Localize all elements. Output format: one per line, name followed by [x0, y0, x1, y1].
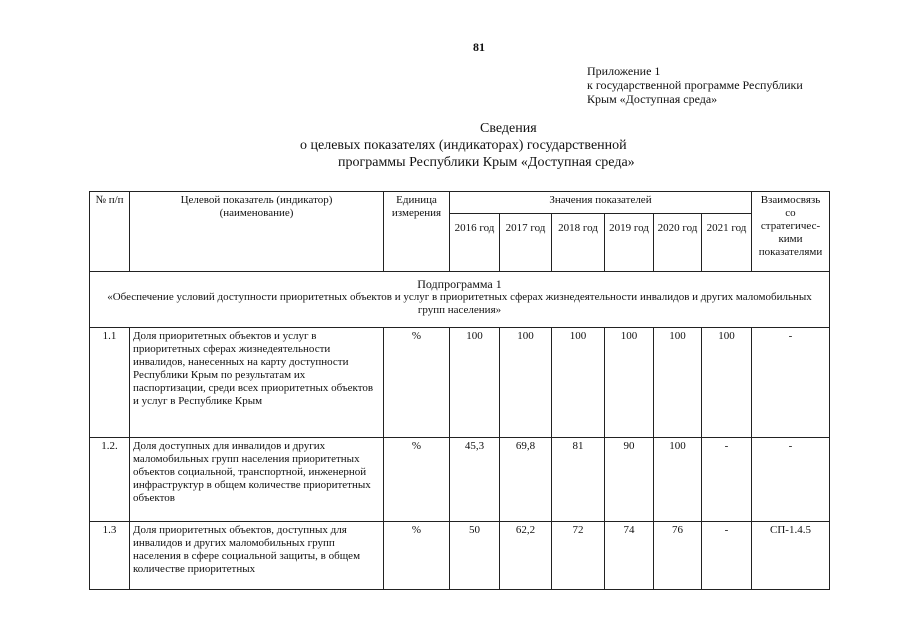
header-link: Взаимосвязь со стратегичес-кими показателями: [752, 192, 830, 272]
table-row: [90, 328, 830, 438]
row-value: 100: [552, 328, 605, 438]
header-year: 2020 год: [654, 214, 702, 272]
header-indicator: Целевой показатель (индикатор) (наименование): [130, 192, 384, 272]
row-value: 100: [702, 328, 752, 438]
row-value: 62,2: [500, 522, 552, 590]
appendix-note: [587, 64, 803, 106]
row-value: 100: [605, 328, 654, 438]
document-title: [300, 120, 670, 171]
title-line-2: о целевых показателях (индикаторах) государственной: [300, 138, 627, 153]
row-link: -: [752, 438, 830, 522]
header-row: [90, 192, 830, 214]
header-year: 2018 год: [552, 214, 605, 272]
row-value: 100: [500, 328, 552, 438]
row-indicator: Доля приоритетных объектов и услуг в приоритетных сферах жизнедеятельности инвалидов, нанесенных на карту доступности Республики Крым по результатам их паспортизации, среди всех приоритетных объектов и услуг в Республике Крым: [130, 328, 384, 438]
header-year: 2017 год: [500, 214, 552, 272]
row-value: 74: [605, 522, 654, 590]
row-num: 1.3: [90, 522, 130, 590]
header-year: 2021 год: [702, 214, 752, 272]
row-unit: %: [384, 522, 450, 590]
row-value: 81: [552, 438, 605, 522]
subprogram-row: [90, 272, 830, 328]
row-value: 90: [605, 438, 654, 522]
title-line-3: программы Республики Крым «Доступная среда»: [338, 155, 635, 170]
row-indicator: Доля приоритетных объектов, доступных для инвалидов и других маломобильных групп населения в сфере социальной защиты, в общем количестве приоритетных: [130, 522, 384, 590]
title-line-1: Сведения: [480, 121, 537, 136]
row-value: -: [702, 522, 752, 590]
indicators-table: [89, 191, 830, 590]
row-link: -: [752, 328, 830, 438]
row-value: 45,3: [450, 438, 500, 522]
row-value: 100: [654, 328, 702, 438]
row-unit: %: [384, 328, 450, 438]
subprogram-cell: [90, 272, 830, 328]
appendix-line-2: к государственной программе Республики: [587, 78, 803, 92]
row-value: 100: [654, 438, 702, 522]
row-value: 69,8: [500, 438, 552, 522]
header-num: № п/п: [90, 192, 130, 272]
header-year: 2016 год: [450, 214, 500, 272]
row-value: 76: [654, 522, 702, 590]
row-num: 1.2.: [90, 438, 130, 522]
row-unit: %: [384, 438, 450, 522]
row-value: 72: [552, 522, 605, 590]
table-row: [90, 438, 830, 522]
row-num: 1.1: [90, 328, 130, 438]
row-value: 100: [450, 328, 500, 438]
header-year: 2019 год: [605, 214, 654, 272]
appendix-line-1: Приложение 1: [587, 64, 661, 78]
header-values: Значения показателей: [450, 192, 752, 214]
row-value: 50: [450, 522, 500, 590]
row-link: СП-1.4.5: [752, 522, 830, 590]
page-number: 81: [473, 40, 485, 54]
subprogram-title: Подпрограмма 1: [417, 277, 502, 291]
subprogram-description: «Обеспечение условий доступности приоритетных объектов и услуг в приоритетных сферах жизнедеятельности инвалидов и других маломобильных групп населения»: [107, 291, 812, 316]
table-row: [90, 522, 830, 590]
row-indicator: Доля доступных для инвалидов и других маломобильных групп населения приоритетных объектов социальной, транспортной, инженерной инфраструктур в общем количестве приоритетных объектов: [130, 438, 384, 522]
header-unit: Единица измерения: [384, 192, 450, 272]
appendix-line-3: Крым «Доступная среда»: [587, 92, 718, 106]
row-value: -: [702, 438, 752, 522]
